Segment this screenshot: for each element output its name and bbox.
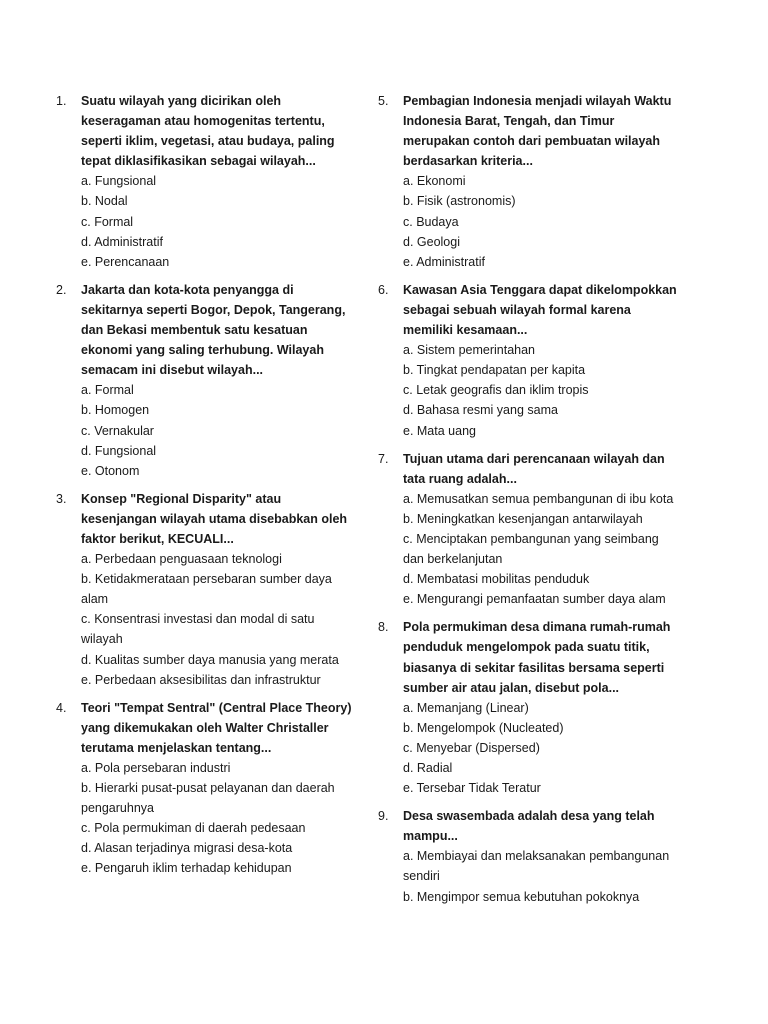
option-d: d. Bahasa resmi yang sama [403,403,558,418]
option-c: c. Formal [81,214,134,229]
question-number: 1. [56,94,67,108]
option-e: e. Pengaruh iklim terhadap kehidupan [81,861,292,876]
question-text: Suatu wilayah yang dicirikan oleh keseragaman atau homogenitas tertentu, seperti iklim, vegetasi, atau budaya, paling tepat diklasifikasikan sebagai wilayah... [81,94,335,169]
option-b: b. Fisik (astronomis) [403,194,516,209]
question-number: 7. [378,451,389,466]
option-e: e. Otonom [81,463,140,478]
option-b: b. Homogen [81,403,150,418]
question-text: Tujuan utama dari perencanaan wilayah dan tata ruang adalah... [403,451,665,486]
question-3 [56,489,356,690]
option-b: b. Nodal [81,194,128,209]
question-number: 6. [378,282,389,297]
option-a: a. Ekonomi [403,174,466,189]
question-number: 9. [378,809,389,824]
option-c: c. Konsentrasi investasi dan modal di satu wilayah [81,612,315,647]
question-number: 3. [56,491,67,506]
question-text: Teori "Tempat Sentral" (Central Place Theory) yang dikemukakan oleh Walter Christaller terutama menjelaskan tentang... [81,700,352,755]
question-number: 8. [378,620,389,635]
option-d: d. Alasan terjadinya migrasi desa-kota [81,841,293,856]
option-c: c. Budaya [403,214,459,229]
question-1 [56,91,356,272]
question-text: Konsep "Regional Disparity" atau kesenjangan wilayah utama disebabkan oleh faktor berikut, KECUALI... [81,491,348,546]
option-b: b. Mengelompok (Nucleated) [403,720,564,735]
option-b: b. Tingkat pendapatan per kapita [403,363,586,378]
option-a: a. Formal [81,383,134,398]
option-d: d. Kualitas sumber daya manusia yang merata [81,652,339,667]
option-b: b. Hierarki pusat-pusat pelayanan dan daerah pengaruhnya [81,781,335,816]
option-e: e. Perbedaan aksesibilitas dan infrastruktur [81,672,321,687]
option-a: a. Sistem pemerintahan [403,343,536,358]
question-text: Pola permukiman desa dimana rumah-rumah penduduk mengelompok pada suatu titik, biasanya di sekitar fasilitas bersama seperti sumber air atau jalan, disebut pola... [403,620,671,695]
question-text: Jakarta dan kota-kota penyangga di sekitarnya seperti Bogor, Depok, Tangerang, dan Bekasi membentuk satu kesatuan ekonomi yang saling terhubung. Wilayah semacam ini disebut wilayah... [81,282,346,378]
option-d: d. Membatasi mobilitas penduduk [403,572,590,587]
option-d: d. Administratif [81,234,163,249]
option-d: d. Fungsional [81,443,157,458]
left-column [56,91,356,887]
option-a: a. Pola persebaran industri [81,761,231,775]
option-c: c. Letak geografis dan iklim tropis [403,383,589,398]
question-number: 2. [56,282,67,297]
question-5 [378,91,678,272]
option-c: c. Menyebar (Dispersed) [403,740,540,755]
option-c: c. Menciptakan pembangunan yang seimbang dan berkelanjutan [403,531,659,567]
option-b: b. Meningkatkan kesenjangan antarwilayah [403,511,643,526]
option-a: a. Fungsional [81,174,157,189]
option-e: e. Mata uang [403,423,476,438]
question-text: Kawasan Asia Tenggara dapat dikelompokkan sebagai sebuah wilayah formal karena memiliki kesamaan... [403,282,677,338]
option-a: a. Memusatkan semua pembangunan di ibu kota [403,491,674,506]
option-e: e. Perencanaan [81,254,170,269]
question-2 [56,280,356,481]
question-text: Pembagian Indonesia menjadi wilayah Waktu Indonesia Barat, Tengah, dan Timur merupakan contoh dari pembuatan wilayah berdasarkan kriteria... [403,94,672,169]
option-a: a. Memanjang (Linear) [403,700,529,715]
question-4 [56,698,356,879]
option-b: b. Mengimpor semua kebutuhan pokoknya [403,889,640,904]
question-9 [378,806,678,906]
question-number: 5. [378,94,389,108]
option-a: a. Membiayai dan melaksanakan pembangunan sendiri [403,849,670,884]
option-a: a. Perbedaan penguasaan teknologi [81,552,282,567]
question-8 [378,617,678,798]
question-text: Desa swasembada adalah desa yang telah mampu... [403,809,655,844]
option-d: d. Radial [403,761,453,775]
option-c: c. Vernakular [81,423,154,438]
question-number: 4. [56,700,67,715]
option-e: e. Tersebar Tidak Teratur [403,781,541,796]
option-b: b. Ketidakmerataan persebaran sumber daya alam [81,572,332,607]
option-e: e. Administratif [403,254,485,269]
question-7 [378,449,678,610]
option-d: d. Geologi [403,234,460,249]
right-column [378,91,678,915]
question-6 [378,280,678,441]
option-c: c. Pola permukiman di daerah pedesaan [81,821,306,836]
option-e: e. Mengurangi pemanfaatan sumber daya alam [403,592,666,607]
